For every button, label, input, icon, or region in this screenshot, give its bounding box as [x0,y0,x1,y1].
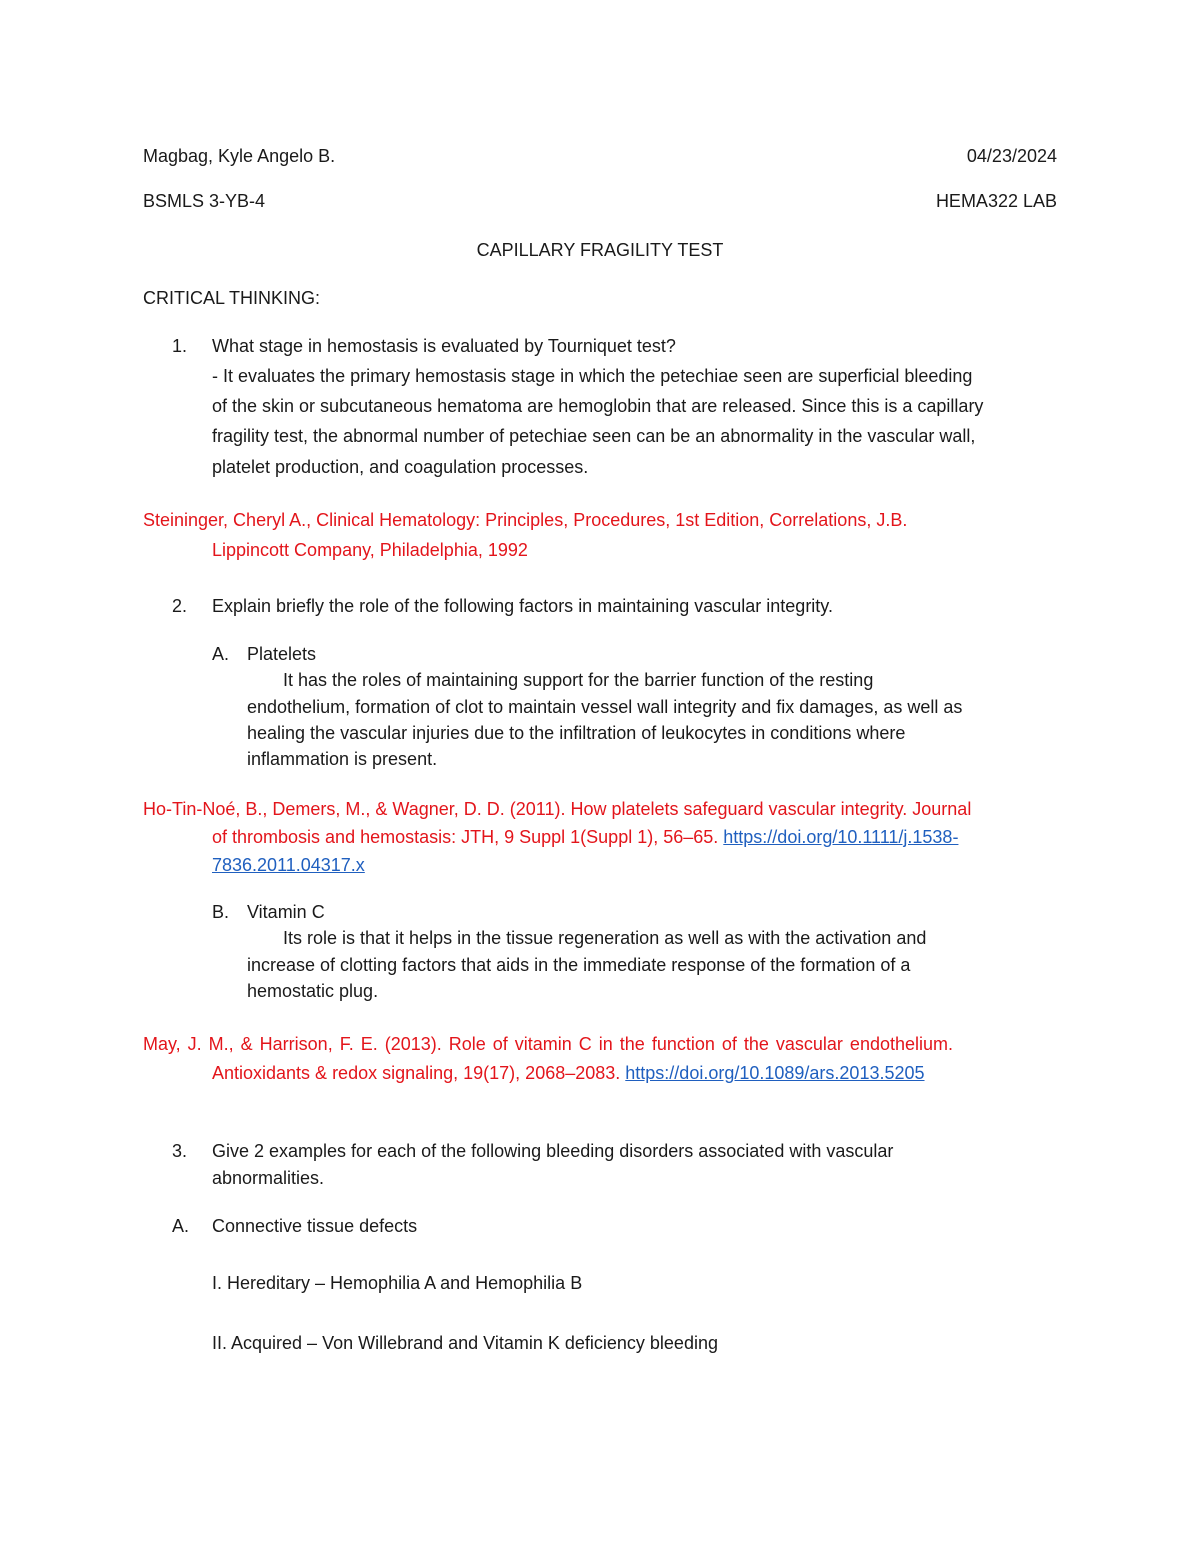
reference-2-line [212,827,958,848]
reference-3-line: May, J. M., & Harrison, F. E. (2013). Role of vitamin C in the function of the vascular endothelium. [143,1034,953,1054]
answer-1-line: of the skin or subcutaneous hematoma are hemoglobin that are released. Since this is a capillary [212,396,984,416]
course-code: HEMA322 LAB [935,191,1057,211]
reference-3-line [212,1063,925,1084]
acquired-examples: II. Acquired – Von Willebrand and Vitamin K deficiency bleeding [212,1333,718,1353]
item-a-title: Connective tissue defects [212,1216,418,1236]
answer-1-line: - It evaluates the primary hemostasis stage in which the petechiae seen are superficial bleeding [212,366,973,386]
question-2-number: 2. [172,596,188,616]
reference-1-line: Lippincott Company, Philadelphia, 1992 [212,540,528,560]
item-a-letter: A. [212,644,230,664]
reference-2-line: Ho-Tin-Noé, B., Demers, M., & Wagner, D. D. (2011). How platelets safeguard vascular integrity. Journal [143,799,972,819]
answer-1-line: platelet production, and coagulation processes. [212,457,589,477]
item-a-letter: A. [172,1216,190,1236]
item-b-title: Vitamin C [247,902,325,922]
platelets-answer-line: endothelium, formation of clot to maintain vessel wall integrity and fix damages, as well as [247,697,963,717]
question-1-number: 1. [172,336,188,356]
answer-1-line: fragility test, the abnormal number of petechiae seen can be an abnormality in the vascular wall, [212,426,976,446]
section-heading: CRITICAL THINKING: [143,288,321,308]
submission-date: 04/23/2024 [966,146,1057,166]
vitamin-c-answer-line: hemostatic plug. [247,981,379,1001]
reference-1-line: Steininger, Cheryl A., Clinical Hematology: Principles, Procedures, 1st Edition, Correlations, J.B. [143,510,908,530]
reference-2-doi-link[interactable]: https://doi.org/10.1111/j.1538- [723,827,959,847]
question-3-text: Give 2 examples for each of the following bleeding disorders associated with vascular [212,1141,894,1161]
student-section: BSMLS 3-YB-4 [143,191,266,211]
reference-2-text: of thrombosis and hemostasis: JTH, 9 Suppl 1(Suppl 1), 56–65. [212,827,724,847]
reference-3-text: Antioxidants & redox signaling, 19(17), 2068–2083. [212,1063,626,1083]
item-a-title: Platelets [247,644,317,664]
platelets-answer-line: It has the roles of maintaining support for the barrier function of the resting [283,670,874,690]
student-name: Magbag, Kyle Angelo B. [143,146,336,166]
vitamin-c-answer-line: Its role is that it helps in the tissue regeneration as well as with the activation and [283,928,927,948]
platelets-answer-line: healing the vascular injuries due to the infiltration of leukocytes in conditions where [247,723,906,743]
question-3-text-continued: abnormalities. [212,1168,325,1188]
page-title: CAPILLARY FRAGILITY TEST [476,240,724,260]
question-1-text: What stage in hemostasis is evaluated by Tourniquet test? [212,336,676,356]
question-2-text: Explain briefly the role of the following factors in maintaining vascular integrity. [212,596,833,616]
vitamin-c-answer-line: increase of clotting factors that aids in the immediate response of the formation of a [247,955,911,975]
hereditary-examples: I. Hereditary – Hemophilia A and Hemophilia B [212,1273,583,1293]
question-3-number: 3. [172,1141,188,1161]
reference-3-doi-link[interactable]: https://doi.org/10.1089/ars.2013.5205 [625,1063,925,1083]
item-b-letter: B. [212,902,230,922]
platelets-answer-line: inflammation is present. [247,749,438,769]
reference-2-doi-link-continued[interactable]: 7836.2011.04317.x [212,855,365,875]
